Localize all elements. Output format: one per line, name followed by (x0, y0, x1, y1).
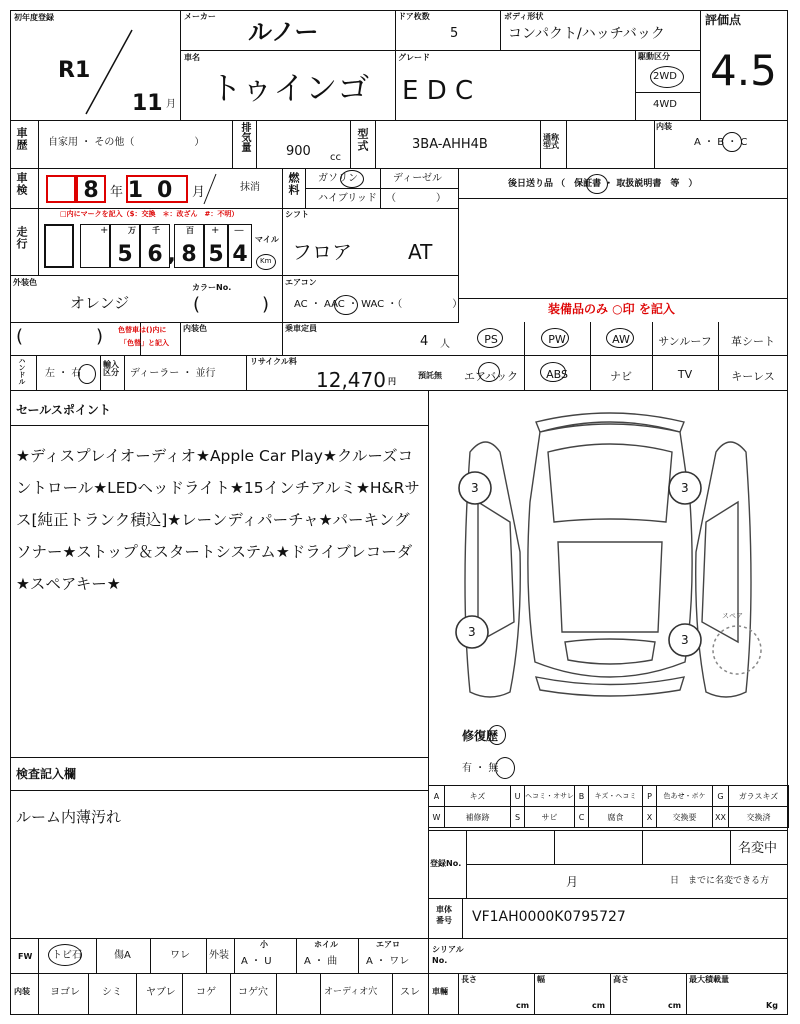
common-type-label: 通称型式 (543, 133, 559, 150)
mileage-digit-2: 8 (181, 242, 197, 267)
height-label: 高さ (613, 975, 629, 984)
vin-value: VF1AH0000K0795727 (472, 909, 626, 925)
legend-w-key: W (429, 807, 445, 828)
drive-2wd-mark (650, 66, 684, 88)
interior-dirt: ヨゴレ (50, 987, 80, 998)
dims-label: 車輛 (432, 987, 448, 996)
interior-tear: ヤブレ (146, 987, 176, 998)
mile-label: マイル (255, 235, 279, 244)
interior-stain: シミ (102, 987, 122, 998)
fw-chip: トビ石 (52, 950, 82, 961)
equip-abs-mark (540, 362, 566, 382)
grade-value: E D C (402, 76, 474, 106)
body-value: コンパクト/ハッチバック (508, 26, 665, 42)
equip-pw-mark (541, 328, 569, 348)
km-mark (256, 254, 276, 270)
shift-label: シフト (285, 210, 309, 219)
interior-color-label: 内装色 (183, 324, 207, 333)
legend-u-desc: ヘコミ・オサレ (525, 786, 575, 807)
tire-front-left: 3 (471, 481, 479, 495)
repair-label-mark (488, 725, 506, 745)
handle-label: ハンドル (18, 357, 26, 385)
capacity-unit: 人 (440, 339, 450, 350)
width-unit: cm (592, 1001, 606, 1010)
width-label: 幅 (537, 975, 545, 984)
drive-2wd: 2WD (653, 71, 677, 82)
name-change-label: 名変中 (738, 841, 778, 856)
type-label: 型式 (356, 128, 369, 152)
equip-pw: PW (548, 333, 566, 346)
length-unit: cm (516, 1001, 530, 1010)
interior-rub: スレ (400, 987, 420, 998)
inner-note-2: 「色替」と記入 (120, 339, 169, 347)
score-value: 4.5 (710, 46, 777, 95)
maker-label: メーカー (184, 12, 216, 21)
weight-unit: Kg (766, 1001, 778, 1010)
fuel-other: （ ） (386, 193, 446, 204)
interior-audio-hole: オーディオ穴 (324, 987, 378, 997)
equip-aw-mark (606, 328, 634, 348)
legend-c-key: C (575, 807, 589, 828)
inspection-title: 検査記入欄 (16, 767, 77, 781)
maker-value: ルノー (248, 18, 319, 46)
interior-grade-label: 内装 (656, 122, 672, 131)
equip-keyless: キーレス (731, 370, 775, 383)
fuel-diesel: ディーゼル (393, 173, 442, 184)
mileage-digit-4: 4 (232, 242, 248, 267)
docs-mark (586, 174, 608, 194)
mileage-digit-3: 5 (208, 242, 224, 267)
equip-tv: TV (677, 368, 693, 381)
legend-p-key: P (643, 786, 657, 807)
equip-aw: AW (612, 333, 630, 346)
shift-value: フロア (292, 240, 352, 264)
first-reg-month: 11 (132, 91, 163, 116)
capacity-label: 乗車定員 (285, 324, 317, 333)
reg-month: 月 (566, 875, 579, 889)
doors-value: 5 (450, 26, 459, 41)
legend-a-desc: キズ (445, 786, 511, 807)
tire-rear-left: 3 (468, 625, 476, 639)
equip-airbag: エアバック (463, 370, 519, 383)
interior-burn-hole: コゲ穴 (238, 987, 268, 998)
interior-grade-mark (722, 132, 742, 152)
mileage-label: 走行 (15, 226, 28, 250)
serial-label: シリアルNo. (432, 945, 464, 965)
legend-x-key: X (643, 807, 657, 828)
legend-s-key: S (511, 807, 525, 828)
recycle-label: リサイクル料 (250, 357, 297, 366)
exterior-value: オレンジ (70, 294, 130, 312)
usage-label: 車歴 (15, 127, 28, 151)
km-label: Km (260, 257, 272, 265)
legend-xx-desc: 交換済 (729, 807, 789, 828)
legend-table (428, 785, 789, 828)
disp-label: 排気量 (239, 122, 250, 152)
recycle-unit: 円 (388, 377, 396, 386)
equip-airbag-mark (478, 362, 500, 382)
body-label: ボディ形状 (504, 12, 544, 21)
capacity-value: 4 (420, 334, 429, 349)
reg-day-note: 日 までに名変できる方 (670, 876, 770, 886)
spare-label: スペア (722, 612, 743, 620)
mileage-digit-1: 6 (147, 242, 163, 267)
color-no-label: カラーNo. (192, 283, 232, 292)
legend-s-desc: サビ (525, 807, 575, 828)
legend-g-desc: ガラスキズ (729, 786, 789, 807)
small-value: A ・ U (241, 956, 272, 967)
docs-label: 後日送り品 （ 保証書 ・ 取扱説明書 等 ） (508, 179, 698, 189)
reg-no-label: 登録No. (430, 859, 462, 868)
fw-scratch: 傷A (114, 950, 131, 961)
legend-a-key: A (429, 786, 445, 807)
first-reg-label: 初年度登録 (14, 13, 54, 22)
recycle-deposit: 預託無 (418, 371, 442, 380)
unit-thousand (153, 227, 161, 235)
fuel-gas-mark (340, 170, 364, 188)
interior-label: 内装 (14, 987, 30, 996)
inspection-label: 車検 (15, 172, 28, 196)
insp-year-unit: 年 (110, 185, 124, 200)
equip-header: 装備品のみ ○印 を記入 (548, 302, 675, 316)
import-value: ディーラー ・ 並行 (130, 368, 216, 379)
exterior-small-label: 外装 (209, 950, 229, 961)
fuel-label: 燃料 (287, 172, 300, 196)
repair-none-mark (495, 757, 515, 779)
handle-value: 左 ・ 右 (45, 368, 82, 379)
fw-crack: ワレ (170, 950, 190, 961)
disp-value: 900 (286, 144, 311, 159)
wheel-value: A ・ 曲 (304, 956, 338, 967)
inspection-text: ルーム内薄汚れ (16, 808, 122, 826)
mileage-box-0 (44, 224, 74, 268)
weight-label: 最大積載量 (689, 975, 729, 984)
score-label: 評価点 (705, 13, 742, 27)
handle-mark (78, 364, 96, 384)
unit-ten-thousand: 万 (128, 226, 136, 235)
vin-label: 車体番号 (436, 905, 452, 925)
ac-value: AC ・ AAC ・ WAC ・（ ） (294, 299, 463, 310)
fuel-hybrid: ハイブリッド (318, 193, 377, 204)
wheel-label: ホイル (314, 940, 338, 949)
doors-label: ドア枚数 (398, 12, 430, 21)
import-label: 輸入区分 (103, 360, 119, 377)
equip-leather: 革シート (731, 335, 775, 348)
length-label: 長さ (461, 975, 477, 984)
usage-value: 自家用 ・ その他（ ） (48, 137, 205, 148)
slash-mark (80, 28, 140, 118)
drive-label: 駆動区分 (638, 52, 670, 61)
legend-xx-key: XX (713, 807, 729, 828)
unit-hundred: 百 (186, 226, 194, 235)
fw-chip-mark (48, 944, 82, 966)
legend-c-desc: 腐食 (589, 807, 643, 828)
type-value: 3BA-AHH4B (412, 137, 488, 152)
legend-b-desc: キズ・ヘコミ (589, 786, 643, 807)
mileage-comma: , (168, 242, 176, 266)
sales-title: セールスポイント (16, 403, 111, 417)
tire-front-right: 3 (681, 481, 689, 495)
inner-note-1: 色替車は()内に (118, 326, 167, 334)
model-label: 車名 (184, 53, 200, 62)
legend-b-key: B (575, 786, 589, 807)
repair-options: 有 ・ 無 (462, 763, 499, 774)
grade-label: グレード (398, 53, 430, 62)
model-value: トゥインゴ (210, 69, 370, 107)
insp-year: 8 (83, 178, 99, 203)
legend-u-key: U (511, 786, 525, 807)
exterior-label: 外装色 (13, 278, 37, 287)
insp-month-unit: 月 (192, 185, 206, 200)
fuel-gas: ガソリン (318, 173, 358, 184)
disp-unit: cc (330, 152, 341, 163)
small-label: 小 (260, 940, 268, 949)
equip-navi: ナビ (610, 370, 632, 383)
interior-burn: コゲ (196, 987, 216, 998)
sales-text: ★ディスプレイオーディオ★Apple Car Play★クルーズコントロール★LEDヘッドライト★15インチアルミ★H&Rサス[純正トランク積込]★レーンディパーチャ★パーキングソナー★ストップ＆スタートシステム★ドライブレコーダ★スペアキー★ (16, 447, 420, 593)
aero-label: エアロ (376, 940, 400, 949)
first-reg-month-unit: 月 (166, 99, 176, 110)
interior-grade-value: A ・ B ・ C (694, 137, 748, 148)
aero-value: A ・ ワレ (366, 956, 410, 967)
equip-sunroof: サンルーフ (658, 335, 712, 348)
mileage-note: □内にマークを記入（$：交換 ＊：改ざん #：不明） (60, 210, 239, 218)
ac-mark (334, 295, 358, 315)
legend-g-key: G (713, 786, 729, 807)
legend-w-desc: 補修跡 (445, 807, 511, 828)
deregistered-label: 抹消 (240, 182, 260, 193)
fw-label: FW (18, 952, 33, 961)
legend-p-desc: 色あせ・ボケ (657, 786, 713, 807)
first-reg-era: R1 (58, 58, 91, 83)
mileage-digit-0: 5 (117, 242, 133, 267)
repair-label: 修復歴 (462, 729, 499, 743)
equip-ps-mark (477, 328, 503, 348)
ac-label: エアコン (285, 278, 317, 287)
drive-4wd: 4WD (653, 99, 677, 110)
insp-year-box-a (46, 175, 76, 203)
recycle-value: 12,470 (316, 368, 386, 392)
shift-type: AT (408, 240, 433, 264)
equip-ps: PS (484, 333, 498, 346)
equip-abs: ABS (546, 368, 568, 381)
legend-x-desc: 交換要 (657, 807, 713, 828)
insp-month: 10 (127, 178, 187, 203)
height-unit: cm (668, 1001, 682, 1010)
tire-rear-right: 3 (681, 633, 689, 647)
car-diagram (430, 392, 786, 712)
